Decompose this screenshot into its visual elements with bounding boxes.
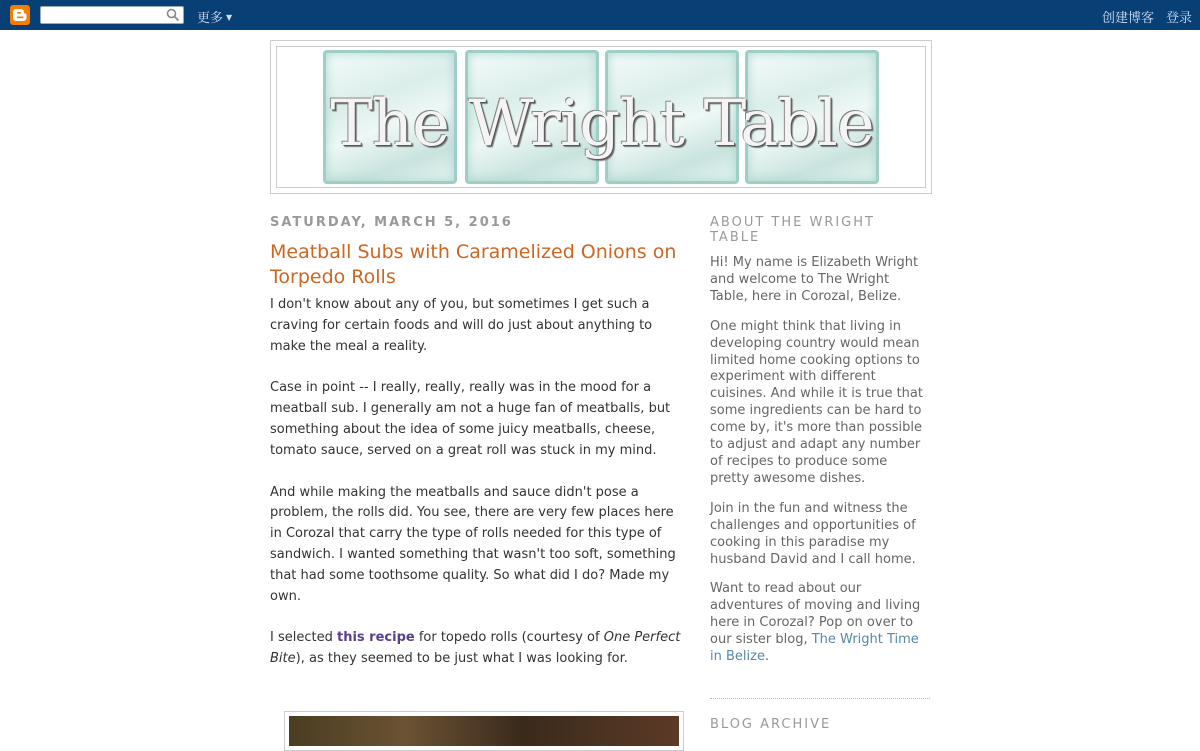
sidebar-divider	[710, 698, 930, 699]
about-paragraph	[710, 581, 930, 666]
post-image[interactable]	[284, 711, 684, 751]
post-paragraph: And while making the meatballs and sauce didn't pose a problem, the rolls did. You see, there are very few places here in Corozal that carry the type of rolls needed for this type of sandwich. I wanted something that wasn't too soft, something that had some toothsome quality. So what did I do? Made my own.	[270, 484, 676, 604]
text: for topedo rolls (courtesy of	[414, 630, 604, 646]
create-blog-link[interactable]: 创建博客	[1101, 11, 1154, 26]
blogger-logo-icon[interactable]	[10, 5, 30, 25]
main-column	[270, 215, 682, 691]
post-body	[270, 295, 682, 670]
source-name: One Perfect Bite	[270, 630, 681, 667]
sign-in-link[interactable]: 登录	[1165, 11, 1192, 26]
navbar-search-box[interactable]	[40, 6, 184, 24]
archive-heading: BLOG ARCHIVE	[710, 716, 832, 732]
caret-down-icon: ▼	[226, 13, 233, 22]
search-input[interactable]	[43, 8, 161, 22]
sidebar	[710, 215, 930, 742]
search-icon[interactable]	[166, 8, 180, 22]
post-title[interactable]: Meatball Subs with Caramelized Onions on Torpedo Rolls	[270, 241, 677, 288]
post-paragraph: I don't know about any of you, but sometimes I get such a craving for certain foods and will do just about anything to make the meal a reality.	[270, 297, 653, 354]
blogger-navbar	[0, 0, 1200, 30]
about-paragraph: Join in the fun and witness the challenges and opportunities of cooking in this paradise my husband David and I call home.	[710, 500, 916, 567]
more-menu-label: 更多	[197, 11, 224, 26]
text: .	[764, 649, 770, 665]
blog-title[interactable]: The Wright Table	[330, 87, 874, 161]
text: ), as they seemed to be just what I was looking for.	[295, 651, 628, 667]
blog-header	[270, 40, 932, 194]
sister-blog-link[interactable]: The Wright Time in Belize	[710, 632, 919, 665]
text: Want to read about our adventures of moving and living here in Corozal? Pop on over to our sister blog,	[710, 581, 921, 648]
text: I selected	[270, 630, 337, 646]
post-date: SATURDAY, MARCH 5, 2016	[270, 215, 513, 230]
post-paragraph: Case in point -- I really, really, really was in the mood for a meatball sub. I generally am not a huge fan of meatballs, but something about the idea of some juicy meatballs, cheese, tomato sauce, served on a great roll was stuck in my mind.	[270, 380, 671, 458]
about-paragraph: Hi! My name is Elizabeth Wright and welcome to The Wright Table, here in Corozal, Belize.	[710, 255, 919, 304]
navbar-right-links	[1090, 7, 1192, 26]
recipe-link[interactable]: this recipe	[336, 630, 415, 646]
about-heading: ABOUT THE WRIGHT TABLE	[710, 215, 875, 245]
header-banner[interactable]	[276, 46, 926, 188]
post-image-content	[289, 716, 679, 746]
more-menu-button[interactable]	[197, 7, 232, 26]
post-paragraph	[270, 628, 682, 670]
about-paragraph: One might think that living in developing country would mean limited home cooking options to experiment with different cuisines. And while it is true that some ingredients can be hard to come by, it's more than possible to adjust and adapt any number of recipes to produce some pretty awesome dishes.	[710, 318, 923, 486]
